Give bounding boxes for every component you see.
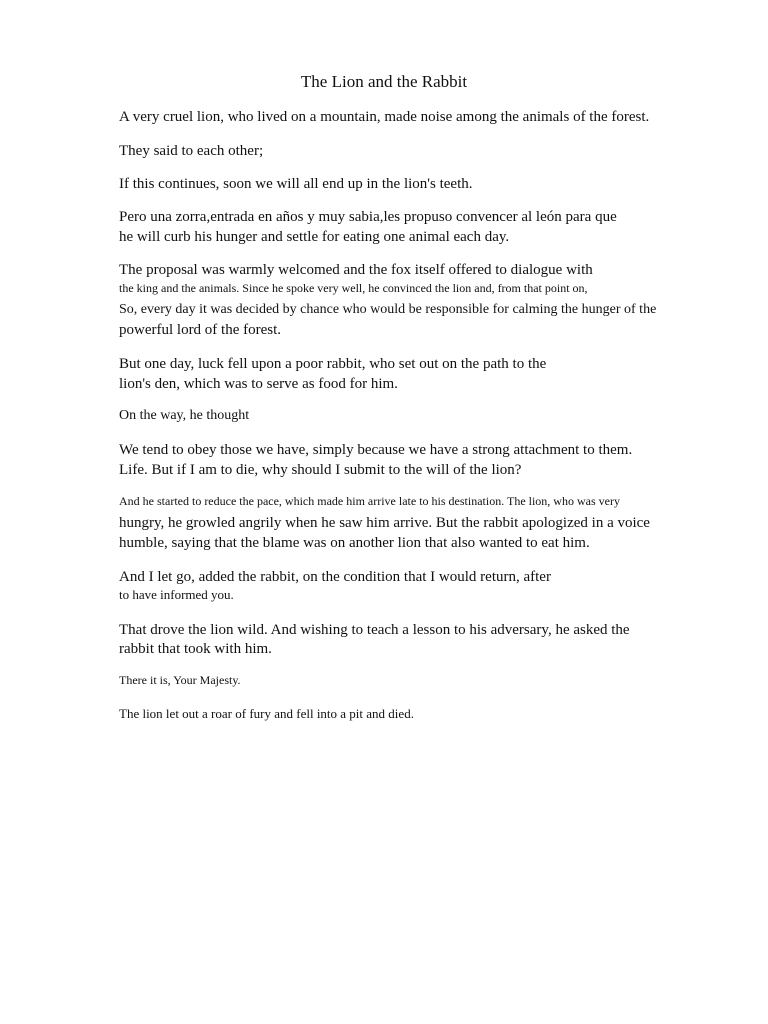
- text-line: A very cruel lion, who lived on a mountain, made noise among the animals of the forest.: [119, 109, 650, 125]
- text-line: Pero una zorra,entrada en años y muy sabia,les propuso convencer al león para que: [119, 209, 617, 225]
- text-line: lion's den, which was to serve as food for him.: [119, 376, 398, 392]
- text-line: That drove the lion wild. And wishing to teach a lesson to his adversary, he asked the: [119, 622, 630, 638]
- text-line: There it is, Your Majesty.: [119, 673, 241, 687]
- text-line: to have informed you.: [119, 587, 234, 602]
- text-line: powerful lord of the forest.: [119, 322, 282, 338]
- page-title: The Lion and the Rabbit: [300, 72, 468, 91]
- text-line: humble, saying that the blame was on another lion that also wanted to eat him.: [119, 535, 590, 551]
- text-line: The lion let out a roar of fury and fell into a pit and died.: [119, 706, 414, 721]
- text-line: On the way, he thought: [119, 408, 250, 423]
- text-line: And I let go, added the rabbit, on the condition that I would return, after: [119, 569, 551, 585]
- text-line: The proposal was warmly welcomed and the fox itself offered to dialogue with: [119, 262, 593, 278]
- text-line: he will curb his hunger and settle for eating one animal each day.: [119, 229, 510, 245]
- text-line: But one day, luck fell upon a poor rabbit, who set out on the path to the: [119, 356, 547, 372]
- text-line: We tend to obey those we have, simply because we have a strong attachment to them.: [119, 442, 633, 458]
- text-line: hungry, he growled angrily when he saw him arrive. But the rabbit apologized in a voice: [119, 515, 650, 531]
- text-line: So, every day it was decided by chance who would be responsible for calming the hunger of the: [119, 302, 657, 317]
- text-line: rabbit that took with him.: [119, 641, 272, 657]
- text-line: And he started to reduce the pace, which made him arrive late to his destination. The lion, who was very: [119, 494, 620, 508]
- text-line: They said to each other;: [119, 143, 264, 159]
- text-line: Life. But if I am to die, why should I submit to the will of the lion?: [119, 462, 522, 478]
- text-line: If this continues, soon we will all end up in the lion's teeth.: [119, 176, 473, 192]
- text-line: the king and the animals. Since he spoke very well, he convinced the lion and, from that point on,: [119, 281, 588, 295]
